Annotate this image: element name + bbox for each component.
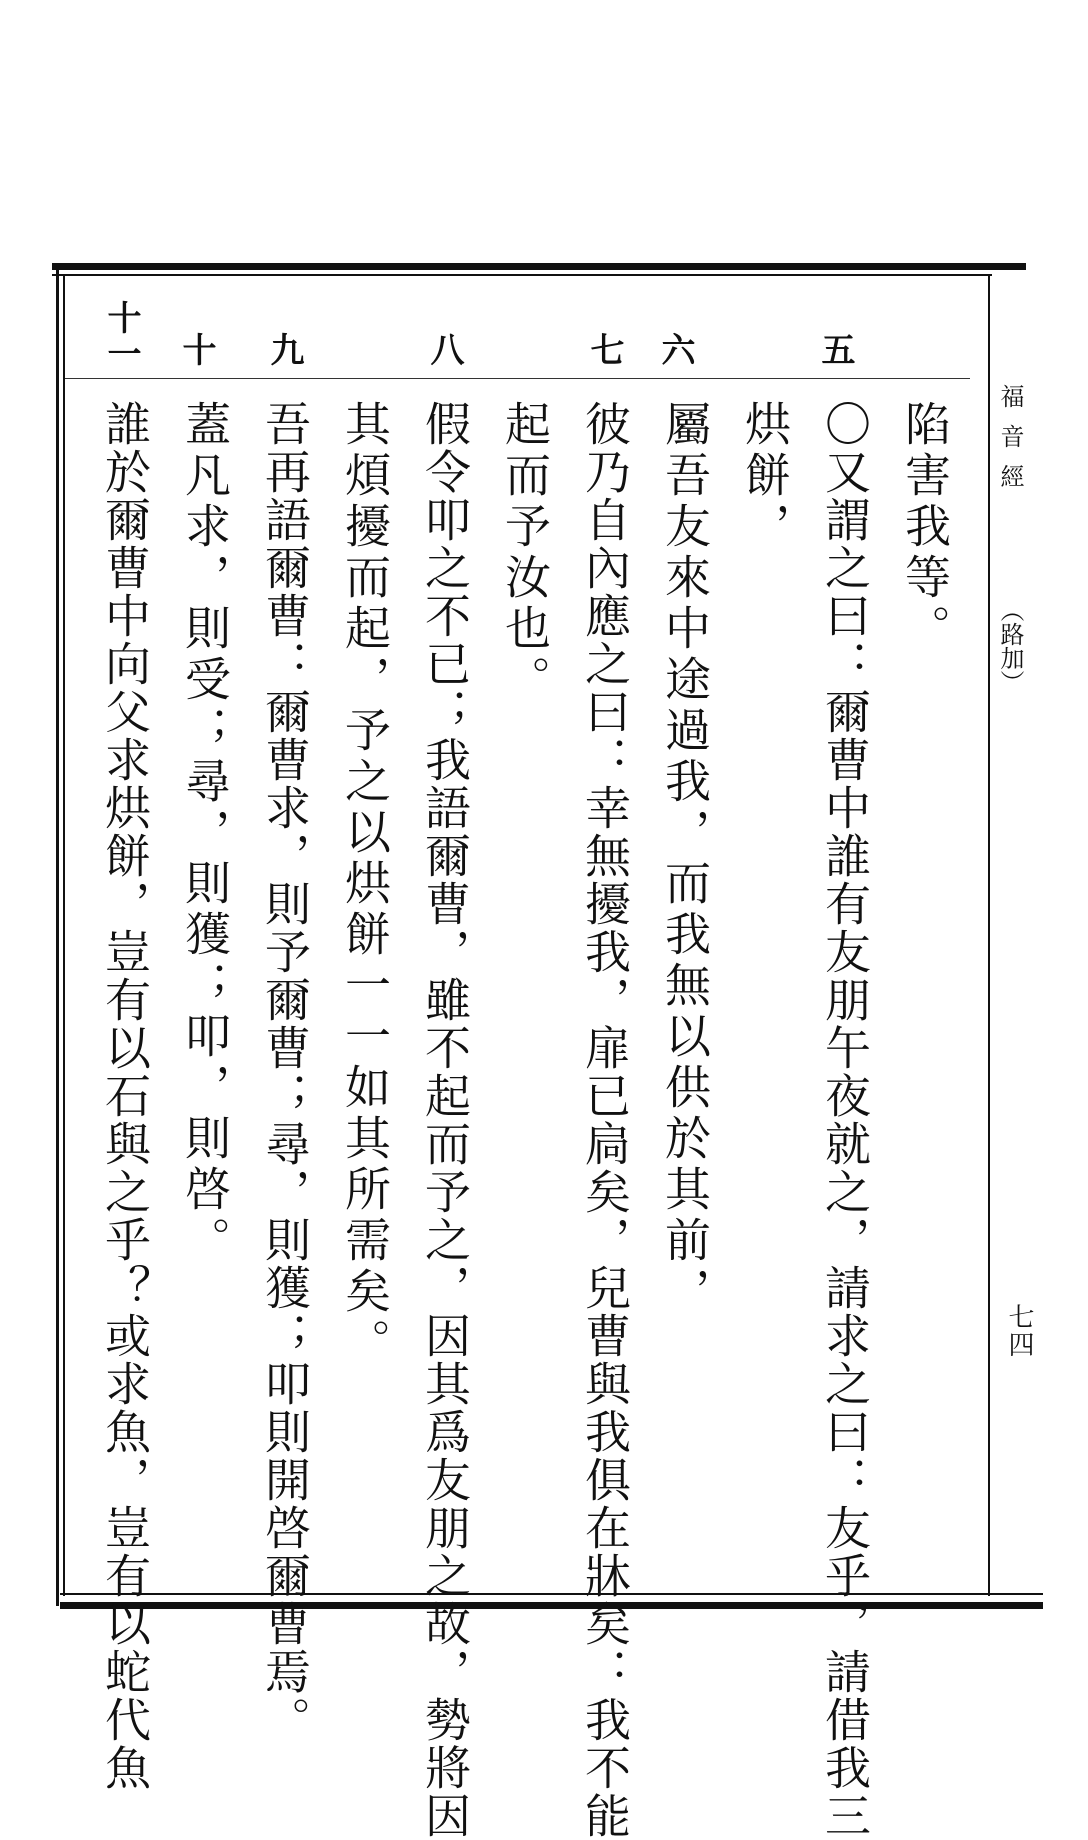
frame-bottom-rule	[60, 1602, 1043, 1609]
verse-number-7: 七	[584, 332, 624, 368]
text-column-2: 〇又謂之曰：爾曹中誰有友朋午夜就之，請求之曰：友乎，請借我三	[818, 400, 872, 1840]
text-column-9: 吾再語爾曹：爾曹求，則予爾曹；尋，則獲；叩則開啓爾曹焉。	[258, 400, 312, 1744]
verse-number-6: 六	[655, 332, 695, 368]
frame-left-rule	[56, 266, 59, 1606]
text-column-5: 彼乃自內應之曰：幸無擾我，扉已扃矣，兒曹與我俱在牀矣：我不能	[578, 400, 632, 1840]
text-column-10: 蓋凡求，則受；尋，則獲；叩，則啓。	[178, 400, 232, 1267]
verse-number-11: 十一	[101, 300, 141, 372]
text-column-4: 屬吾友來中途過我，而我無以供於其前，	[658, 400, 712, 1318]
verse-number-5: 五	[815, 332, 855, 368]
text-column-8: 其煩擾而起，予之以烘餅一一如其所需矣。	[338, 400, 392, 1369]
verse-number-divider	[65, 378, 970, 379]
frame-left-inner-rule	[63, 276, 65, 1596]
text-column-11: 誰於爾曹中向父求烘餅，豈有以石與之乎？或求魚，豈有以蛇代魚	[98, 400, 152, 1792]
book-title: 福音經	[996, 384, 1024, 504]
frame-top-rule	[52, 263, 1026, 270]
text-column-3: 烘餅，	[738, 400, 792, 553]
verse-number-10: 十	[176, 332, 216, 368]
text-column-6: 起而予汝也。	[498, 400, 552, 706]
text-column-7: 假令叩之不已；我語爾曹，雖不起而予之，因其爲友朋之故，勢將因	[418, 400, 472, 1840]
text-column-1: 陷害我等。	[898, 400, 952, 655]
frame-right-rule	[988, 276, 990, 1596]
frame-top-inner-rule	[52, 274, 992, 276]
verse-number-8: 八	[424, 332, 464, 368]
frame-bottom-inner-rule	[60, 1593, 1043, 1595]
page-number: 七四	[1004, 1303, 1034, 1359]
book-name: （路加）	[996, 598, 1024, 694]
verse-number-9: 九	[264, 332, 304, 368]
